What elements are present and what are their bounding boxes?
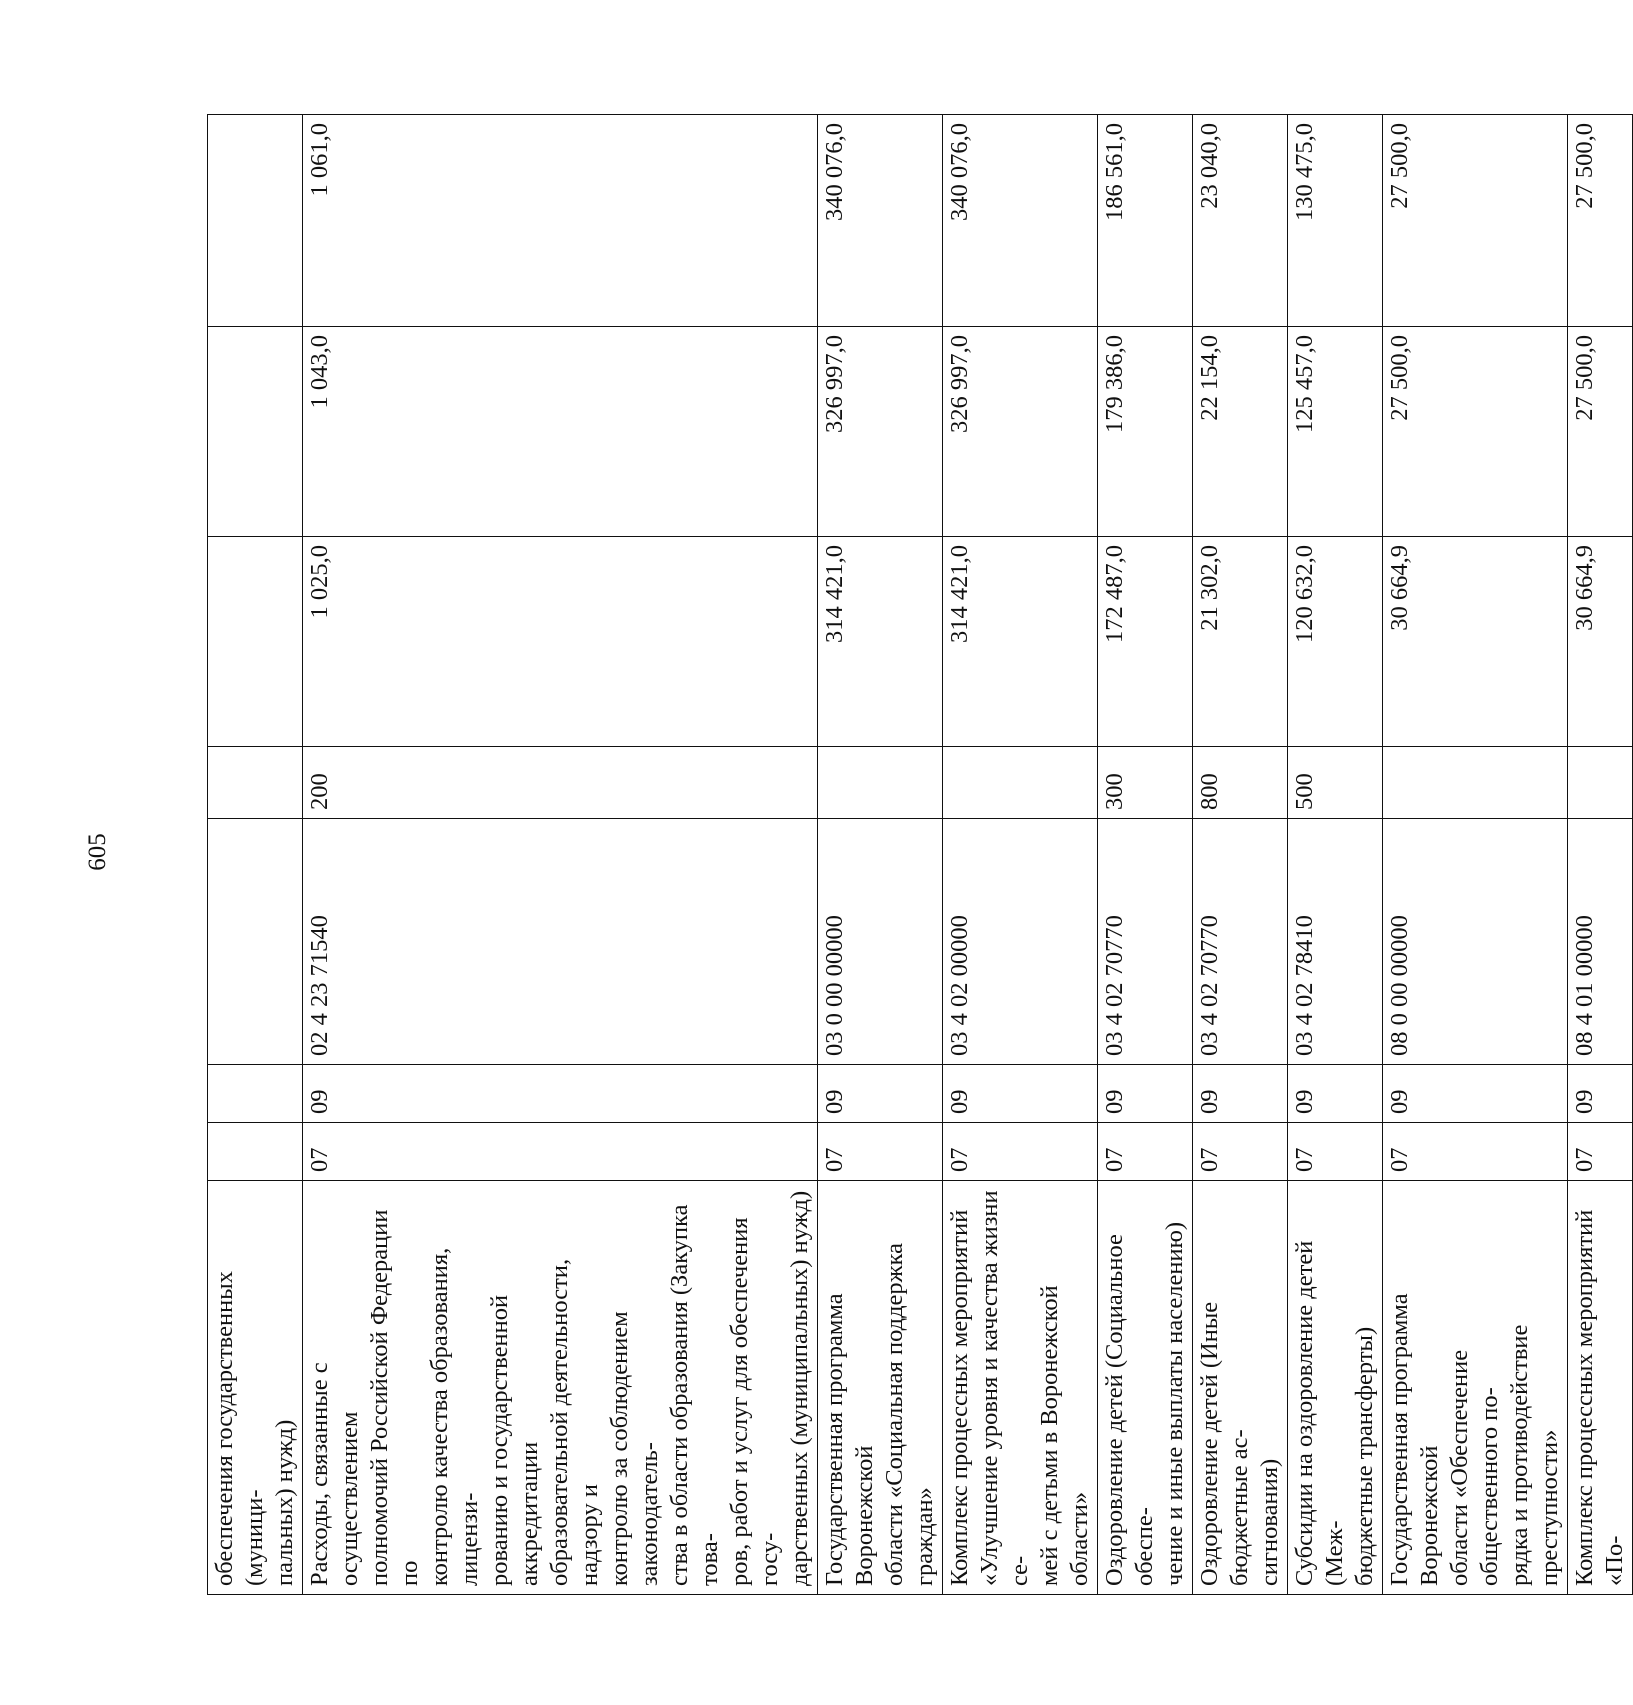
- table-row: [1383, 115, 1568, 1595]
- table-row: [1288, 115, 1383, 1595]
- cell-amount-year-2: 27 500,0: [1568, 327, 1633, 537]
- cell-subsection: 09: [1383, 1065, 1568, 1123]
- table-row: [943, 115, 1098, 1595]
- cell-subsection: 09: [818, 1065, 943, 1123]
- cell-description: Оздоровление детей (Социальное обеспе- чение и иные выплаты населению): [1098, 1181, 1193, 1595]
- cell-amount-year-1: 314 421,0: [818, 537, 943, 747]
- cell-amount-year-2: 326 997,0: [943, 327, 1098, 537]
- table-body: [208, 115, 1633, 1595]
- cell-amount-year-1: 30 664,9: [1383, 537, 1568, 747]
- cell-expense-type: 300: [1098, 747, 1193, 819]
- table-row: [1098, 115, 1193, 1595]
- cell-amount-year-2: 22 154,0: [1193, 327, 1288, 537]
- cell-amount-year-1: 30 664,9: [1568, 537, 1633, 747]
- cell-target-article: 08 0 00 00000: [1383, 819, 1568, 1065]
- cell-target-article: 02 4 23 71540: [303, 819, 818, 1065]
- cell-amount-year-1: 172 487,0: [1098, 537, 1193, 747]
- cell-description: Государственная программа Воронежской области «Обеспечение общественного по- рядка и противодействие преступности»: [1383, 1181, 1568, 1595]
- table-row: [1193, 115, 1288, 1595]
- cell-description: Государственная программа Воронежской области «Социальная поддержка граждан»: [818, 1181, 943, 1595]
- cell-amount-year-3: [208, 115, 303, 327]
- cell-amount-year-3: 130 475,0: [1288, 115, 1383, 327]
- cell-expense-type: [208, 747, 303, 819]
- page-number-text: 605: [84, 833, 111, 871]
- cell-amount-year-1: 120 632,0: [1288, 537, 1383, 747]
- cell-section: 07: [1383, 1123, 1568, 1181]
- cell-target-article: 03 0 00 00000: [818, 819, 943, 1065]
- cell-subsection: [208, 1065, 303, 1123]
- cell-amount-year-1: 1 025,0: [303, 537, 818, 747]
- cell-target-article: 03 4 02 78410: [1288, 819, 1383, 1065]
- cell-section: 07: [1568, 1123, 1633, 1181]
- cell-expense-type: [943, 747, 1098, 819]
- cell-section: 07: [943, 1123, 1098, 1181]
- cell-expense-type: [818, 747, 943, 819]
- budget-table: [207, 114, 1633, 1595]
- cell-section: [208, 1123, 303, 1181]
- cell-target-article: 03 4 02 70770: [1098, 819, 1193, 1065]
- cell-amount-year-3: 340 076,0: [818, 115, 943, 327]
- cell-expense-type: 800: [1193, 747, 1288, 819]
- table-row: [818, 115, 943, 1595]
- cell-description: обеспечения государственных (муници- пальных) нужд): [208, 1181, 303, 1595]
- cell-description: Комплекс процессных мероприятий «Улучшение уровня и качества жизни се- мей с детьми в Воронежской области»: [943, 1181, 1098, 1595]
- cell-amount-year-2: 27 500,0: [1383, 327, 1568, 537]
- cell-description: Оздоровление детей (Иные бюджетные ас- сигнования): [1193, 1181, 1288, 1595]
- cell-description: Субсидии на оздоровление детей (Меж- бюджетные трансферты): [1288, 1181, 1383, 1595]
- table-row: [208, 115, 303, 1595]
- page-number: [86, 832, 110, 872]
- cell-section: 07: [303, 1123, 818, 1181]
- cell-section: 07: [1288, 1123, 1383, 1181]
- cell-amount-year-3: 340 076,0: [943, 115, 1098, 327]
- cell-subsection: 09: [1288, 1065, 1383, 1123]
- cell-subsection: 09: [1098, 1065, 1193, 1123]
- cell-amount-year-3: 23 040,0: [1193, 115, 1288, 327]
- cell-expense-type: 500: [1288, 747, 1383, 819]
- cell-subsection: 09: [1568, 1065, 1633, 1123]
- cell-subsection: 09: [943, 1065, 1098, 1123]
- cell-amount-year-1: 314 421,0: [943, 537, 1098, 747]
- cell-expense-type: [1383, 747, 1568, 819]
- cell-amount-year-3: 27 500,0: [1568, 115, 1633, 327]
- cell-amount-year-2: 1 043,0: [303, 327, 818, 537]
- cell-description: Комплекс процессных мероприятий «По-: [1568, 1181, 1633, 1595]
- cell-target-article: [208, 819, 303, 1065]
- cell-subsection: 09: [303, 1065, 818, 1123]
- cell-expense-type: 200: [303, 747, 818, 819]
- cell-amount-year-3: 27 500,0: [1383, 115, 1568, 327]
- cell-amount-year-1: 21 302,0: [1193, 537, 1288, 747]
- cell-amount-year-2: 179 386,0: [1098, 327, 1193, 537]
- table-row: [1568, 115, 1633, 1595]
- cell-section: 07: [818, 1123, 943, 1181]
- cell-subsection: 09: [1193, 1065, 1288, 1123]
- cell-section: 07: [1193, 1123, 1288, 1181]
- cell-expense-type: [1568, 747, 1633, 819]
- cell-amount-year-3: 1 061,0: [303, 115, 818, 327]
- cell-target-article: 03 4 02 00000: [943, 819, 1098, 1065]
- cell-target-article: 03 4 02 70770: [1193, 819, 1288, 1065]
- cell-section: 07: [1098, 1123, 1193, 1181]
- cell-target-article: 08 4 01 00000: [1568, 819, 1633, 1065]
- table-row: [303, 115, 818, 1595]
- cell-amount-year-2: [208, 327, 303, 537]
- cell-amount-year-2: 125 457,0: [1288, 327, 1383, 537]
- cell-amount-year-1: [208, 537, 303, 747]
- cell-description: Расходы, связанные с осуществлением полномочий Российской Федерации по контролю качества образования, лицензи- рованию и государственной аккредитации образовательной деятельности, надзору и контролю за соблюдением законодатель- ства в области образования (Закупка това- ров, работ и услуг для обеспечения госу- дарственных (муниципальных) нужд): [303, 1181, 818, 1595]
- cell-amount-year-3: 186 561,0: [1098, 115, 1193, 327]
- cell-amount-year-2: 326 997,0: [818, 327, 943, 537]
- rotated-table-container: [207, 115, 1628, 1595]
